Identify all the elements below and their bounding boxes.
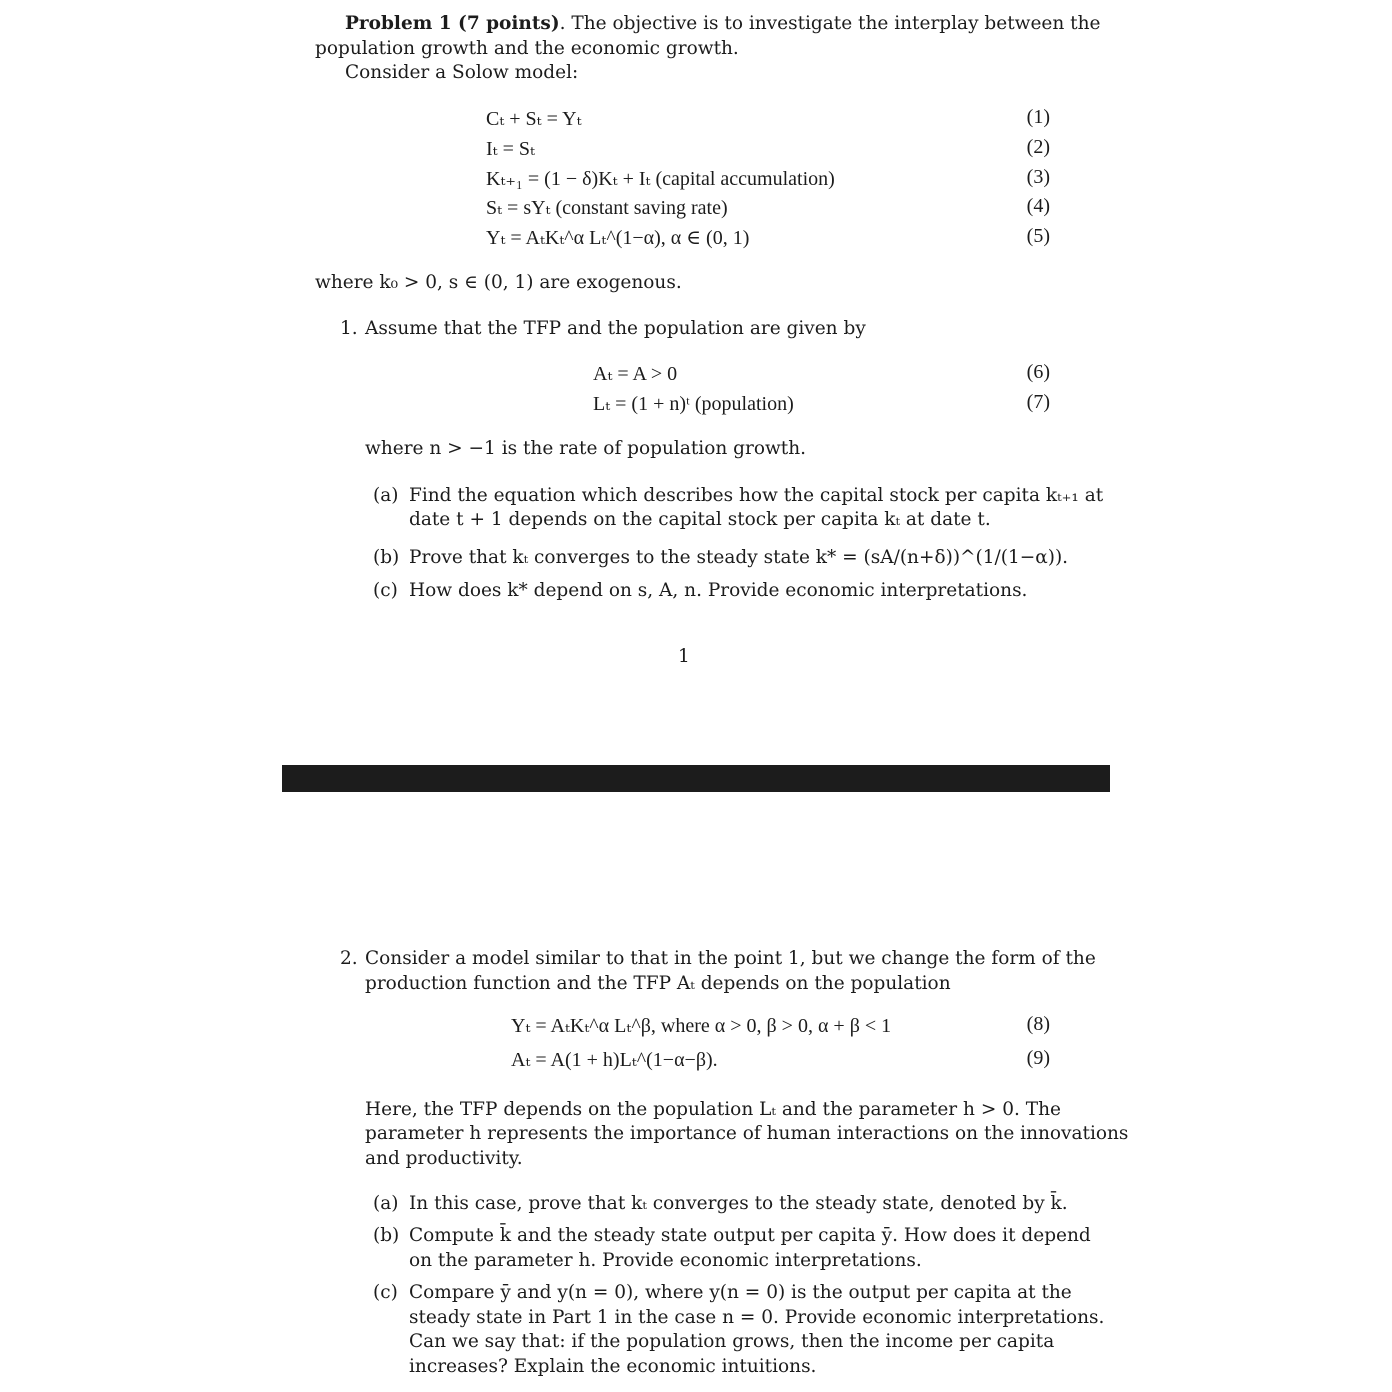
part1-label: 1. (340, 318, 358, 339)
part2-item-b-line2: on the parameter h. Provide economic interpretations. (409, 1250, 922, 1271)
page-separator-bar (282, 765, 1110, 792)
part2-item-c-line1: Compare ȳ and y(n = 0), where y(n = 0) is the output per capita at the (409, 1282, 1072, 1303)
part2-item-c-line2: steady state in Part 1 in the case n = 0. Provide economic interpretations. (409, 1307, 1105, 1328)
equation-2: Iₜ = Sₜ (486, 138, 535, 160)
part1-after: where n > −1 is the rate of population growth. (365, 438, 807, 459)
part2-item-c-line3: Can we say that: if the population grows, then the income per capita (409, 1331, 1055, 1352)
equation-8: Yₜ = AₜKₜ^α Lₜ^β, where α > 0, β > 0, α + β < 1 (511, 1015, 892, 1037)
part2-item-b-label: (b) (373, 1225, 400, 1246)
part2-item-b-line1: Compute k̄ and the steady state output per capita ȳ. How does it depend (409, 1225, 1091, 1246)
part2-label: 2. (340, 948, 358, 969)
equation-3: Kₜ₊₁ = (1 − δ)Kₜ + Iₜ (capital accumulation) (486, 168, 835, 190)
part1-item-a-line2: date t + 1 depends on the capital stock per capita kₜ at date t. (409, 509, 991, 530)
equation-number-5: (5) (1026, 225, 1050, 247)
part1-item-b-label: (b) (373, 547, 400, 568)
equation-7: Lₜ = (1 + n)ᵗ (population) (593, 393, 794, 415)
part1-item-c-label: (c) (373, 580, 398, 601)
equation-6: Aₜ = A > 0 (593, 363, 678, 385)
part2-para-line1: Here, the TFP depends on the population Lₜ and the parameter h > 0. The (365, 1099, 1061, 1120)
problem-heading: Problem 1 (7 points) (345, 13, 560, 34)
part1-item-b-line1: Prove that kₜ converges to the steady state k* = (sA/(n+δ))^(1/(1−α)). (409, 547, 1069, 568)
part1-text: Assume that the TFP and the population are given by (365, 318, 866, 339)
part2-item-c-line4: increases? Explain the economic intuitions. (409, 1356, 817, 1377)
part2-para-line2: parameter h represents the importance of human interactions on the innovations (365, 1123, 1129, 1144)
intro-line-1: . The objective is to investigate the interplay between the (559, 13, 1101, 34)
equation-number-9: (9) (1026, 1047, 1050, 1069)
part2-line2: production function and the TFP Aₜ depends on the population (365, 973, 951, 994)
part1-item-a-line1: Find the equation which describes how the capital stock per capita kₜ₊₁ at (409, 485, 1104, 506)
equation-number-6: (6) (1026, 361, 1050, 383)
part2-item-a-label: (a) (373, 1193, 399, 1214)
equation-number-8: (8) (1026, 1013, 1050, 1035)
part1-item-c-line1: How does k* depend on s, A, n. Provide economic interpretations. (409, 580, 1028, 601)
part2-line1: Consider a model similar to that in the point 1, but we change the form of the (365, 948, 1096, 969)
equation-number-1: (1) (1026, 106, 1050, 128)
equation-number-4: (4) (1026, 195, 1050, 217)
part2-para-line3: and productivity. (365, 1148, 523, 1169)
page-number: 1 (678, 646, 690, 667)
intro-line-2: population growth and the economic growth. (315, 38, 739, 59)
equation-5: Yₜ = AₜKₜ^α Lₜ^(1−α), α ∈ (0, 1) (486, 227, 750, 249)
part1-item-a-label: (a) (373, 485, 399, 506)
equation-number-7: (7) (1026, 391, 1050, 413)
intro-line-3: Consider a Solow model: (345, 62, 579, 83)
equation-9: Aₜ = A(1 + h)Lₜ^(1−α−β). (511, 1049, 718, 1071)
part2-item-a-line1: In this case, prove that kₜ converges to the steady state, denoted by k̄. (409, 1193, 1068, 1214)
problem-heading-line (345, 12, 1100, 36)
equation-number-2: (2) (1026, 136, 1050, 158)
part2-item-c-label: (c) (373, 1282, 398, 1303)
equation-4: Sₜ = sYₜ (constant saving rate) (486, 197, 728, 219)
equation-1: Cₜ + Sₜ = Yₜ (486, 108, 582, 130)
exogenous-statement: where k₀ > 0, s ∈ (0, 1) are exogenous. (315, 272, 682, 293)
equation-number-3: (3) (1026, 166, 1050, 188)
